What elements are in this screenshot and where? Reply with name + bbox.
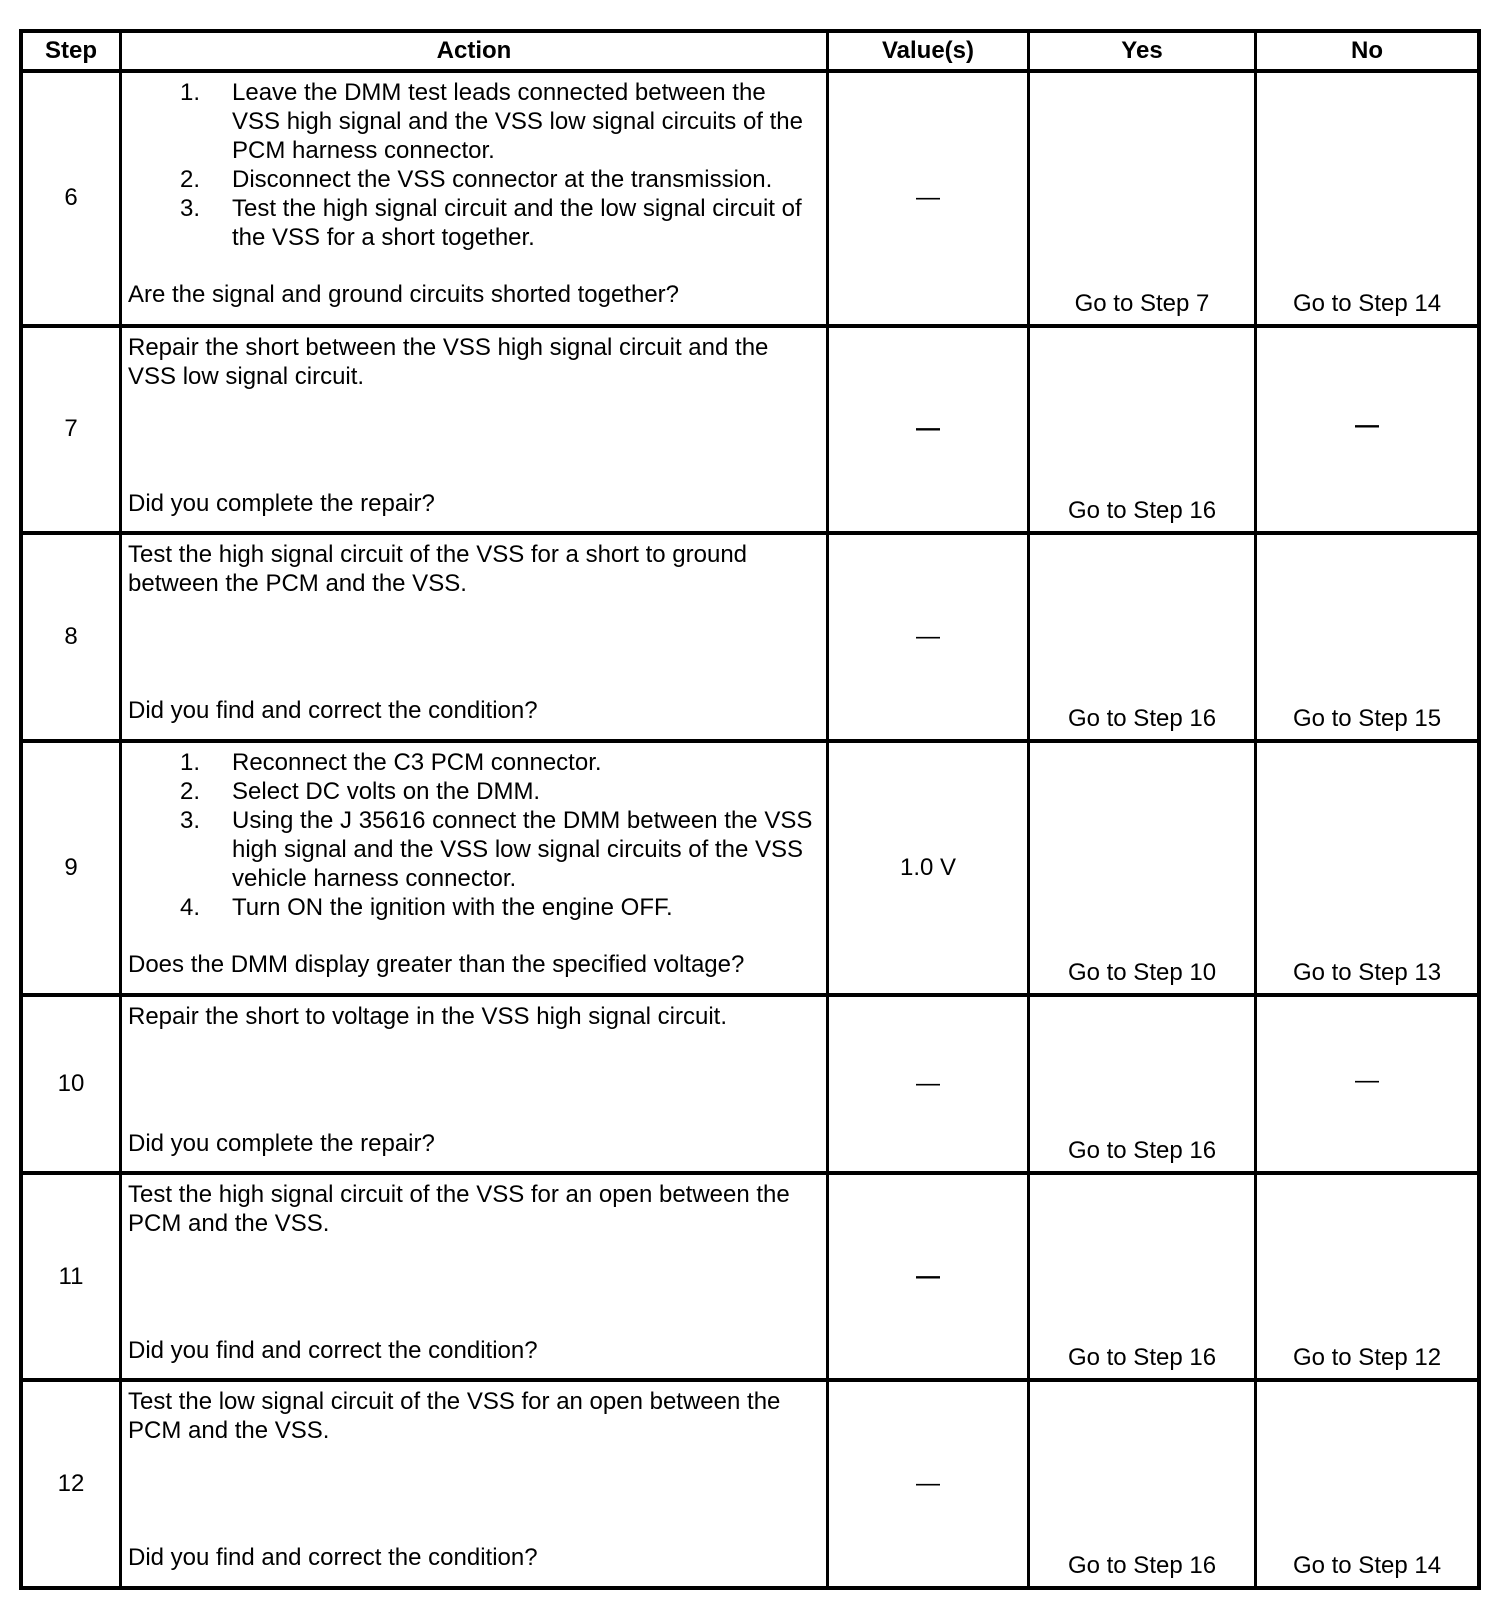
action-question: Did you find and correct the condition? <box>128 1544 538 1572</box>
table-row <box>21 995 1479 1173</box>
value-cell: — <box>828 326 1029 533</box>
action-text: Test the high signal circuit of the VSS for an open between the PCM and the VSS. <box>128 1181 790 1238</box>
action-question: Did you find and correct the condition? <box>128 1337 538 1365</box>
action-question: Did you find and correct the condition? <box>128 697 538 725</box>
value-cell: — <box>828 71 1029 326</box>
yes-link[interactable]: Go to Step 16 <box>1029 326 1256 533</box>
yes-link[interactable]: Go to Step 16 <box>1029 1380 1256 1588</box>
no-link[interactable]: Go to Step 13 <box>1256 741 1480 996</box>
yes-link[interactable]: Go to Step 16 <box>1029 1173 1256 1380</box>
header-values: Value(s) <box>828 31 1029 71</box>
value-cell: — <box>828 1380 1029 1588</box>
step-number: 11 <box>21 1173 121 1380</box>
action-cell <box>121 71 828 326</box>
action-cell <box>121 995 828 1173</box>
list-item: 4. Turn ON the ignition with the engine OFF. <box>180 893 673 921</box>
list-item: 2. Select DC volts on the DMM. <box>180 777 541 805</box>
action-text: Repair the short between the VSS high signal circuit and the VSS low signal circuit. <box>128 333 769 390</box>
header-step: Step <box>21 31 121 71</box>
no-link[interactable]: Go to Step 14 <box>1256 71 1480 326</box>
value-cell: — <box>828 533 1029 740</box>
action-steps <box>128 78 818 252</box>
yes-link[interactable]: Go to Step 7 <box>1029 71 1256 326</box>
action-cell <box>121 1380 828 1588</box>
no-value: — <box>1256 995 1480 1173</box>
no-link[interactable]: Go to Step 14 <box>1256 1380 1480 1588</box>
value-cell: — <box>828 1173 1029 1380</box>
action-text: Repair the short to voltage in the VSS high signal circuit. <box>128 1003 727 1031</box>
action-text: Test the high signal circuit of the VSS for a short to ground between the PCM and the VSS. <box>128 541 748 598</box>
header-row <box>21 31 1479 71</box>
step-number: 12 <box>21 1380 121 1588</box>
table-row <box>21 741 1479 996</box>
yes-link[interactable]: Go to Step 16 <box>1029 533 1256 740</box>
action-question: Are the signal and ground circuits shorted together? <box>128 281 680 308</box>
action-question: Does the DMM display greater than the specified voltage? <box>128 950 745 978</box>
value-cell: — <box>828 995 1029 1173</box>
table-row <box>21 71 1479 326</box>
step-number: 10 <box>21 995 121 1173</box>
action-cell <box>121 1173 828 1380</box>
list-item: 3. Using the J 35616 connect the DMM between the VSS high signal and the VSS low signal circuits of the VSS vehicle harness connector. <box>180 806 813 892</box>
action-cell <box>121 326 828 533</box>
step-number: 7 <box>21 326 121 533</box>
step-number: 6 <box>21 71 121 326</box>
value-cell: 1.0 V <box>828 741 1029 996</box>
action-question: Did you complete the repair? <box>128 1130 435 1158</box>
action-question: Did you complete the repair? <box>128 489 435 517</box>
list-item: 3. Test the high signal circuit and the low signal circuit of the VSS for a short together. <box>180 195 802 251</box>
action-cell <box>121 741 828 996</box>
action-cell <box>121 533 828 740</box>
diagnostic-table <box>19 29 1481 1590</box>
no-value: — <box>1256 326 1480 533</box>
table-row <box>21 1380 1479 1588</box>
action-text: Test the low signal circuit of the VSS for an open between the PCM and the VSS. <box>128 1388 781 1445</box>
list-item: 1. Leave the DMM test leads connected between the VSS high signal and the VSS low signal circuits of the PCM harness connector. <box>180 79 803 164</box>
yes-link[interactable]: Go to Step 16 <box>1029 995 1256 1173</box>
step-number: 9 <box>21 741 121 996</box>
list-item: 2. Disconnect the VSS connector at the transmission. <box>180 166 773 193</box>
no-link[interactable]: Go to Step 12 <box>1256 1173 1480 1380</box>
header-yes: Yes <box>1029 31 1256 71</box>
table-row <box>21 326 1479 533</box>
action-steps <box>128 748 818 922</box>
table-row <box>21 533 1479 740</box>
header-no: No <box>1256 31 1480 71</box>
list-item: 1. Reconnect the C3 PCM connector. <box>180 748 602 776</box>
step-number: 8 <box>21 533 121 740</box>
table-row <box>21 1173 1479 1380</box>
no-link[interactable]: Go to Step 15 <box>1256 533 1480 740</box>
header-action: Action <box>121 31 828 71</box>
yes-link[interactable]: Go to Step 10 <box>1029 741 1256 996</box>
